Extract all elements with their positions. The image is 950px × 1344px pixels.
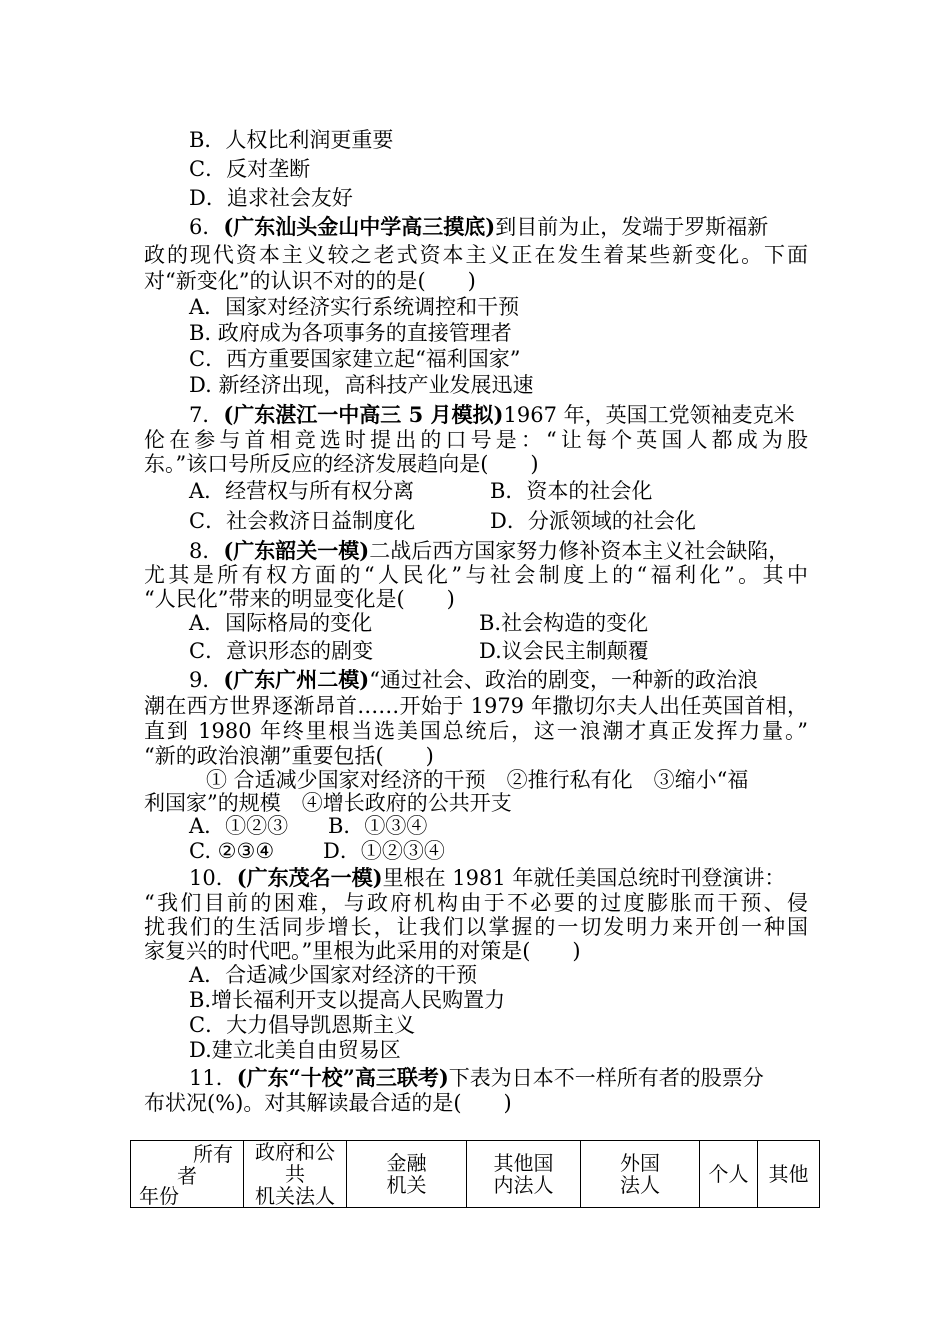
q9-stem-line4: “新的政治浪潮”重要包括( ) [144, 744, 434, 768]
q9-number: 9． [189, 668, 224, 692]
q6-source: (广东汕头金山中学高三摸底) [223, 214, 496, 239]
q6-number: 6． [189, 215, 224, 239]
q6-option-c: C．西方重要国家建立起“福利国家” [189, 347, 521, 371]
q11-stem-line2: 布状况(%)。对其解读最合适的是( ) [144, 1091, 512, 1115]
q11-stem-line1 [189, 1066, 808, 1090]
q9-option-a: A．①②③ [189, 814, 289, 838]
q9-statements-line1: ① 合适减少国家对经济的干预 ②推行私有化 ③缩小“福 [206, 768, 749, 792]
q8-stem-line2: 尤其是所有权方面的“人民化”与社会制度上的“福利化”。其中 [144, 563, 808, 587]
q10-stem-line4: 家复兴的时代吧。”里根为此采用的对策是( ) [144, 939, 581, 963]
q7-stem-line1 [189, 403, 808, 427]
q6-stem-line3: 对“新变化”的认识不对的的是( ) [144, 269, 476, 293]
q10-source: (广东茂名一模) [236, 865, 383, 890]
q8-stem-line3: “人民化”带来的明显变化是( ) [144, 587, 455, 611]
q11-text1: 下表为日本不一样所有者的股票分 [448, 1066, 764, 1090]
q10-stem-line2: “我们目前的困难，与政府机构由于不必要的过度膨胀而干预、侵 [144, 891, 808, 915]
header-foreign-corp: 外国 法人 [581, 1141, 700, 1208]
q7-stem-line2: 伦在参与首相竞选时提出的口号是：“让每个英国人都成为股 [144, 428, 808, 452]
q10-number: 10． [189, 866, 237, 890]
q7-option-a: A．经营权与所有权分离 [189, 479, 415, 503]
q7-option-d: D．分派领域的社会化 [490, 509, 696, 533]
q7-source: (广东湛江一中高三 5 月模拟) [223, 402, 504, 427]
q10-stem-line3: 扰我们的生活同步增长，让我们以掌握的一切发明力来开创一种国 [144, 915, 808, 939]
corner-label-owner: 所有 [193, 1142, 233, 1166]
q5-option-c: C．反对垄断 [189, 157, 311, 181]
q6-option-b: B. 政府成为各项事务的直接管理者 [189, 321, 512, 345]
q7-option-c: C．社会救济日益制度化 [189, 509, 416, 533]
header-corner-cell [131, 1141, 244, 1208]
q6-option-d: D. 新经济出现，高科技产业发展迅速 [189, 373, 534, 397]
stock-distribution-table [130, 1140, 820, 1208]
table-header-row [131, 1141, 820, 1208]
corner-label-owner-cont: 者 [177, 1164, 197, 1188]
q9-option-b: B．①③④ [328, 814, 428, 838]
q9-source: (广东广州二模) [223, 667, 370, 692]
q6-text1: 到目前为止，发端于罗斯福新 [495, 215, 769, 239]
q5-option-b: B．人权比利润更重要 [189, 128, 394, 152]
q8-source: (广东韶关一模) [223, 538, 370, 563]
q10-option-b: B.增长福利开支以提高人民购置力 [189, 988, 506, 1012]
header-other: 其他 [758, 1141, 820, 1208]
q6-option-a: A．国家对经济实行系统调控和干预 [189, 295, 520, 319]
q8-option-a: A．国际格局的变化 [189, 611, 373, 635]
q10-option-c: C．大力倡导凯恩斯主义 [189, 1013, 416, 1037]
q8-option-c: C．意识形态的剧变 [189, 639, 374, 663]
q8-stem-line1 [189, 539, 808, 563]
q9-stem-line2: 潮在西方世界逐渐昂首……开始于 1979 年撒切尔夫人出任英国首相， [144, 694, 808, 718]
header-individual: 个人 [700, 1141, 758, 1208]
q6-stem-line2: 政的现代资本主义较之老式资本主义正在发生着某些新变化。下面 [144, 243, 808, 267]
q9-option-d: D．①②③④ [323, 839, 445, 863]
q8-option-b: B.社会构造的变化 [479, 611, 649, 635]
q11-source: (广东“十校”高三联考) [236, 1065, 449, 1090]
q9-text1: “通过社会、政治的剧变，一种新的政治浪 [369, 668, 758, 692]
corner-label-year: 年份 [139, 1184, 179, 1208]
q9-option-c: C. ②③④ [189, 839, 275, 863]
header-government: 政府和公 共 机关法人 [244, 1141, 347, 1208]
q8-text1: 二战后西方国家努力修补资本主义社会缺陷， [369, 539, 790, 563]
header-financial: 金融 机关 [347, 1141, 467, 1208]
q7-stem-line3: 东。”该口号所反应的经济发展趋向是( ) [144, 452, 539, 476]
q6-stem-line1 [189, 215, 808, 239]
q8-option-d: D.议会民主制颠覆 [479, 639, 649, 663]
q10-stem-line1 [189, 866, 808, 890]
q9-stem-line3: 直到 1980 年终里根当选美国总统后，这一浪潮才真正发挥力量。” [144, 719, 808, 743]
q11-number: 11． [189, 1066, 237, 1090]
q10-option-a: A．合适减少国家对经济的干预 [189, 963, 478, 987]
q7-number: 7． [189, 403, 224, 427]
q10-option-d: D.建立北美自由贸易区 [189, 1038, 401, 1062]
q8-number: 8． [189, 539, 224, 563]
q7-option-b: B．资本的社会化 [490, 479, 653, 503]
q9-statements-line2: 利国家”的规模 ④增长政府的公共开支 [144, 791, 512, 815]
q10-text1: 里根在 1981 年就任美国总统时刊登演讲： [382, 866, 786, 890]
header-domestic-corp: 其他国 内法人 [467, 1141, 581, 1208]
q9-stem-line1 [189, 668, 808, 692]
q5-option-d: D．追求社会友好 [189, 186, 353, 210]
q7-text1: 1967 年，英国工党领袖麦克米 [503, 403, 795, 427]
corner-labels [131, 1141, 243, 1207]
